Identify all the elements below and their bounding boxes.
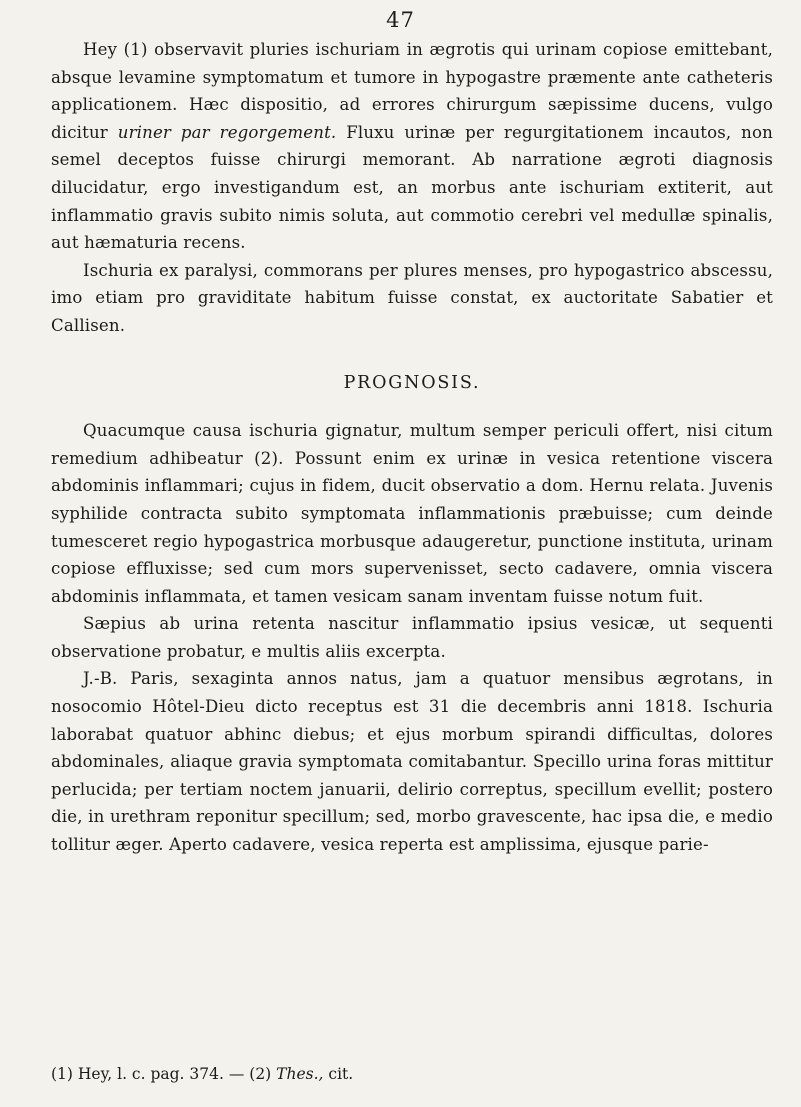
footnote-text: cit. [323,1065,354,1083]
paragraph-paralysis: Ischuria ex paralysi, commorans per plures menses, pro hypogastrico abscessu, imo etiam pro graviditate habitum fuisse constat, ex auctoritate Sabatier et Callisen. [51,260,773,335]
footnote-italic: Thes., [276,1065,324,1083]
section-heading: PROGNOSIS. [343,372,481,393]
paragraph-hey-observation [51,36,773,257]
page-number: 47 [386,8,415,32]
footnote-text: (1) Hey, l. c. pag. 374. — (2) [51,1065,277,1083]
paragraph-inflammation: Sæpius ab urina retenta nascitur inflammatio ipsius vesicæ, ut sequenti observatione probatur, e multis aliis excerpta. [51,614,773,661]
paragraph-text: Fluxu urinæ per regurgitationem incautos, non semel deceptos fuisse chirurgi memorant. Ab narratione ægroti diagnosis dilucidatur, ergo investigandum est, an morbus ante ischuriam extiterit, aut inflammatio gravis subito nimis soluta, aut commotio cerebri vel medullæ spinalis, aut hæmaturia recens. [51,122,773,253]
paragraph-prognosis: Quacumque causa ischuria gignatur, multum semper periculi offert, nisi citum remedium adhibeatur (2). Possunt enim ex urinæ in vesica retentione viscera abdominis inflammari; cujus in fidem, ducit observatio a dom. Hernu relata. Juvenis syphilide contracta subito symptomata inflammationis præbuisse; cum deinde tumesceret regio hypogastrica morbusque adaugeretur, punctione instituta, urinam copiose effluxisse; sed cum mors supervenisset, secto cadavere, omnia viscera abdominis inflammata, et tamen vesicam sanam inventam fuisse notum fuit. [51,421,773,606]
body-text [51,36,773,859]
footnotes [51,1063,773,1085]
italic-term: uriner par regorgement. [117,122,337,142]
paragraph-case-paris: J.-B. Paris, sexaginta annos natus, jam a quatuor mensibus ægrotans, in nosocomio Hôtel-Dieu dicto receptus est 31 die decembris anni 1818. Ischuria laborabat quatuor abhinc diebus; et ejus morbum spirandi difficultas, dolores abdominales, aliaque gravia symptomata comitabantur. Specillo urina foras mittitur perlucida; per tertiam noctem januarii, delirio correptus, specillum evellit; postero die, in urethram reponitur specillum; sed, morbo gravescente, hac ipsa die, e medio tollitur æger. Aperto cadavere, vesica reperta est amplissima, ejusque parie- [51,669,773,855]
paragraph-text: Hey (1) observavit pluries ischuriam in ægrotis qui urinam copiose emittebant, absque levamine symptomatum et tumore in hypogastre præmente ante catheteris applicationem. Hæc dispositio, ad errores chirurgum sæpissime ducens, vulgo dicitur [51,40,773,142]
